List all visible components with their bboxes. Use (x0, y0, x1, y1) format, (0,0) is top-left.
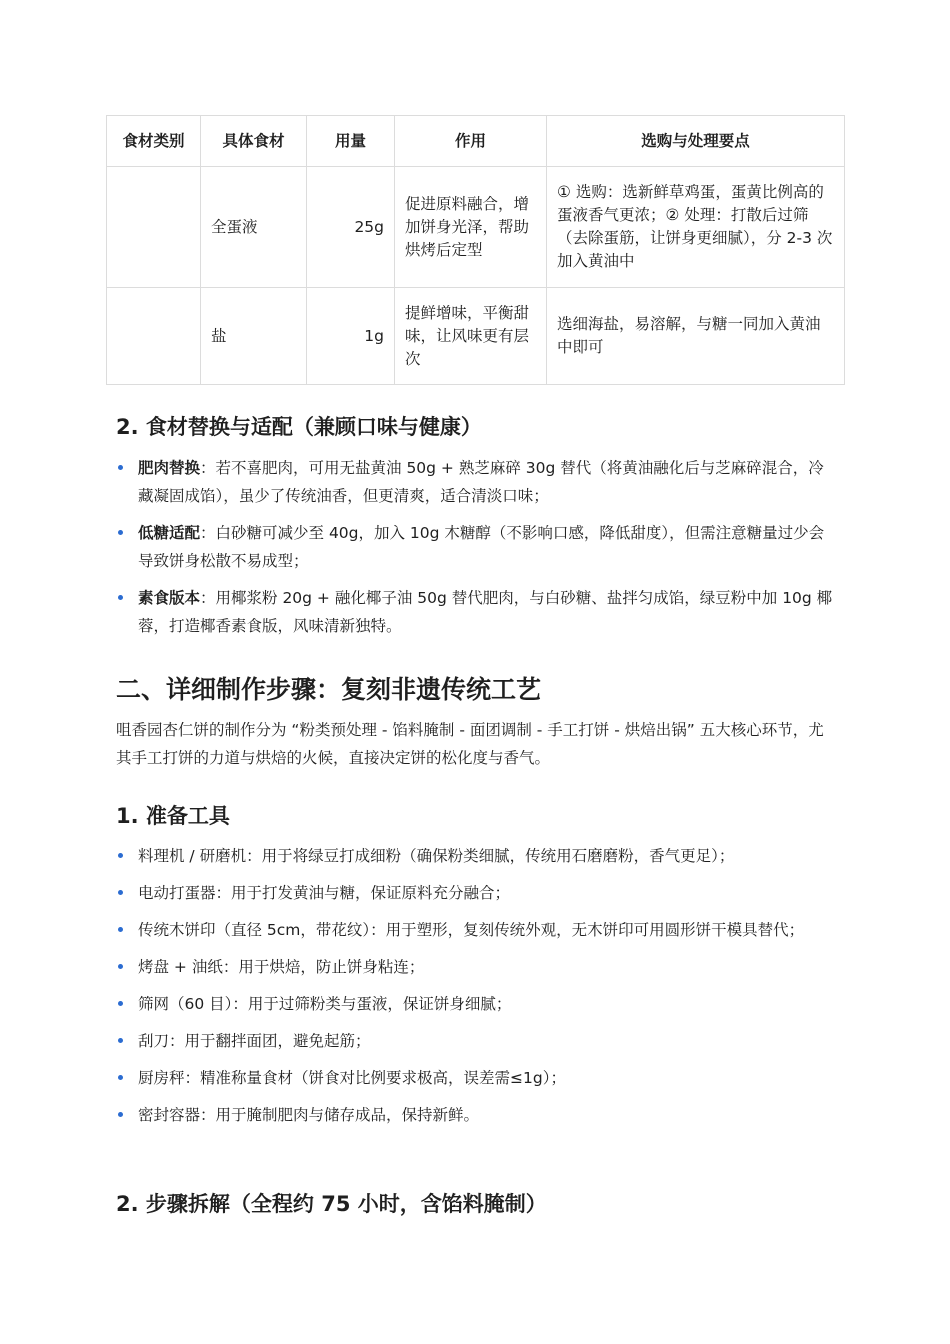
cell-effect: 提鲜增味，平衡甜味，让风味更有层次 (395, 288, 547, 385)
substitutes-heading: 2. 食材替换与适配（兼顾口味与健康） (116, 415, 482, 439)
list-item (116, 916, 836, 944)
cell-category (107, 288, 201, 385)
bullet-icon (118, 890, 123, 895)
item-label: 肥肉替换 (138, 459, 201, 477)
list-item (116, 879, 836, 907)
bullet-icon (118, 964, 123, 969)
bullet-icon (118, 595, 123, 600)
tools-list (116, 842, 836, 1138)
table-header-row (107, 116, 845, 167)
item-text: 烤盘 + 油纸：用于烘焙，防止饼身粘连； (138, 958, 425, 976)
tools-heading: 1. 准备工具 (116, 804, 230, 828)
item-text: 刮刀：用于翻拌面团，避免起筋； (138, 1032, 371, 1050)
bullet-icon (118, 530, 123, 535)
header-amount: 用量 (307, 116, 395, 167)
cell-ingredient: 盐 (201, 288, 307, 385)
steps-intro: 咀香园杏仁饼的制作分为 “粉类预处理 - 馅料腌制 - 面团调制 - 手工打饼 - 烘焙出锅” 五大核心环节，尤其手工打饼的力道与烘焙的火候，直接决定饼的松化度与香气。 (116, 721, 824, 767)
list-item (116, 519, 836, 575)
ingredient-table (106, 115, 845, 385)
item-text: ：用椰浆粉 20g + 融化椰子油 50g 替代肥肉，与白砂糖、盐拌匀成馅，绿豆粉中加 10g 椰蓉，打造椰香素食版，风味清新独特。 (138, 589, 833, 635)
item-text: 电动打蛋器：用于打发黄油与糖，保证原料充分融合； (138, 884, 511, 902)
item-text: ：白砂糖可减少至 40g，加入 10g 木糖醇（不影响口感，降低甜度），但需注意糖量过少会导致饼身松散不易成型； (138, 524, 825, 570)
cell-amount: 25g (307, 167, 395, 288)
bullet-icon (118, 927, 123, 932)
list-item (116, 1064, 836, 1092)
bullet-icon (118, 1112, 123, 1117)
list-item (116, 1027, 836, 1055)
item-label: 素食版本 (138, 589, 201, 607)
header-effect: 作用 (395, 116, 547, 167)
cell-amount: 1g (307, 288, 395, 385)
list-item (116, 1101, 836, 1129)
item-label: 低糖适配 (138, 524, 201, 542)
substitutes-list (116, 454, 836, 649)
table-row (107, 288, 845, 385)
bullet-icon (118, 1001, 123, 1006)
steps-heading: 二、详细制作步骤：复刻非遗传统工艺 (116, 675, 542, 704)
bullet-icon (118, 853, 123, 858)
list-item (116, 842, 836, 870)
item-text: 筛网（60 目）：用于过筛粉类与蛋液，保证饼身细腻； (138, 995, 512, 1013)
header-category: 食材类别 (107, 116, 201, 167)
cell-tips: ① 选购：选新鲜草鸡蛋，蛋黄比例高的蛋液香气更浓；② 处理：打散后过筛（去除蛋筋，让饼身更细腻），分 2-3 次加入黄油中 (547, 167, 845, 288)
bullet-icon (118, 1075, 123, 1080)
cell-category (107, 167, 201, 288)
cell-ingredient: 全蛋液 (201, 167, 307, 288)
list-item (116, 990, 836, 1018)
header-tips: 选购与处理要点 (547, 116, 845, 167)
bullet-icon (118, 1038, 123, 1043)
item-text: 厨房秤：精准称量食材（饼食对比例要求极高，误差需≤1g）； (138, 1069, 566, 1087)
bullet-icon (118, 465, 123, 470)
breakdown-heading: 2. 步骤拆解（全程约 75 小时，含馅料腌制） (116, 1192, 547, 1216)
cell-effect: 促进原料融合，增加饼身光泽，帮助烘烤后定型 (395, 167, 547, 288)
cell-tips: 选细海盐，易溶解，与糖一同加入黄油中即可 (547, 288, 845, 385)
list-item (116, 454, 836, 510)
list-item (116, 953, 836, 981)
item-text: 料理机 / 研磨机：用于将绿豆打成细粉（确保粉类细腻，传统用石磨磨粉，香气更足）； (138, 847, 735, 865)
item-text: 密封容器：用于腌制肥肉与储存成品，保持新鲜。 (138, 1106, 480, 1124)
item-text: ：若不喜肥肉，可用无盐黄油 50g + 熟芝麻碎 30g 替代（将黄油融化后与芝麻碎混合，冷藏凝固成馅），虽少了传统油香，但更清爽，适合清淡口味； (138, 459, 824, 505)
header-ingredient: 具体食材 (201, 116, 307, 167)
table-row (107, 167, 845, 288)
item-text: 传统木饼印（直径 5cm，带花纹）：用于塑形，复刻传统外观，无木饼印可用圆形饼干模具替代； (138, 921, 805, 939)
list-item (116, 584, 836, 640)
